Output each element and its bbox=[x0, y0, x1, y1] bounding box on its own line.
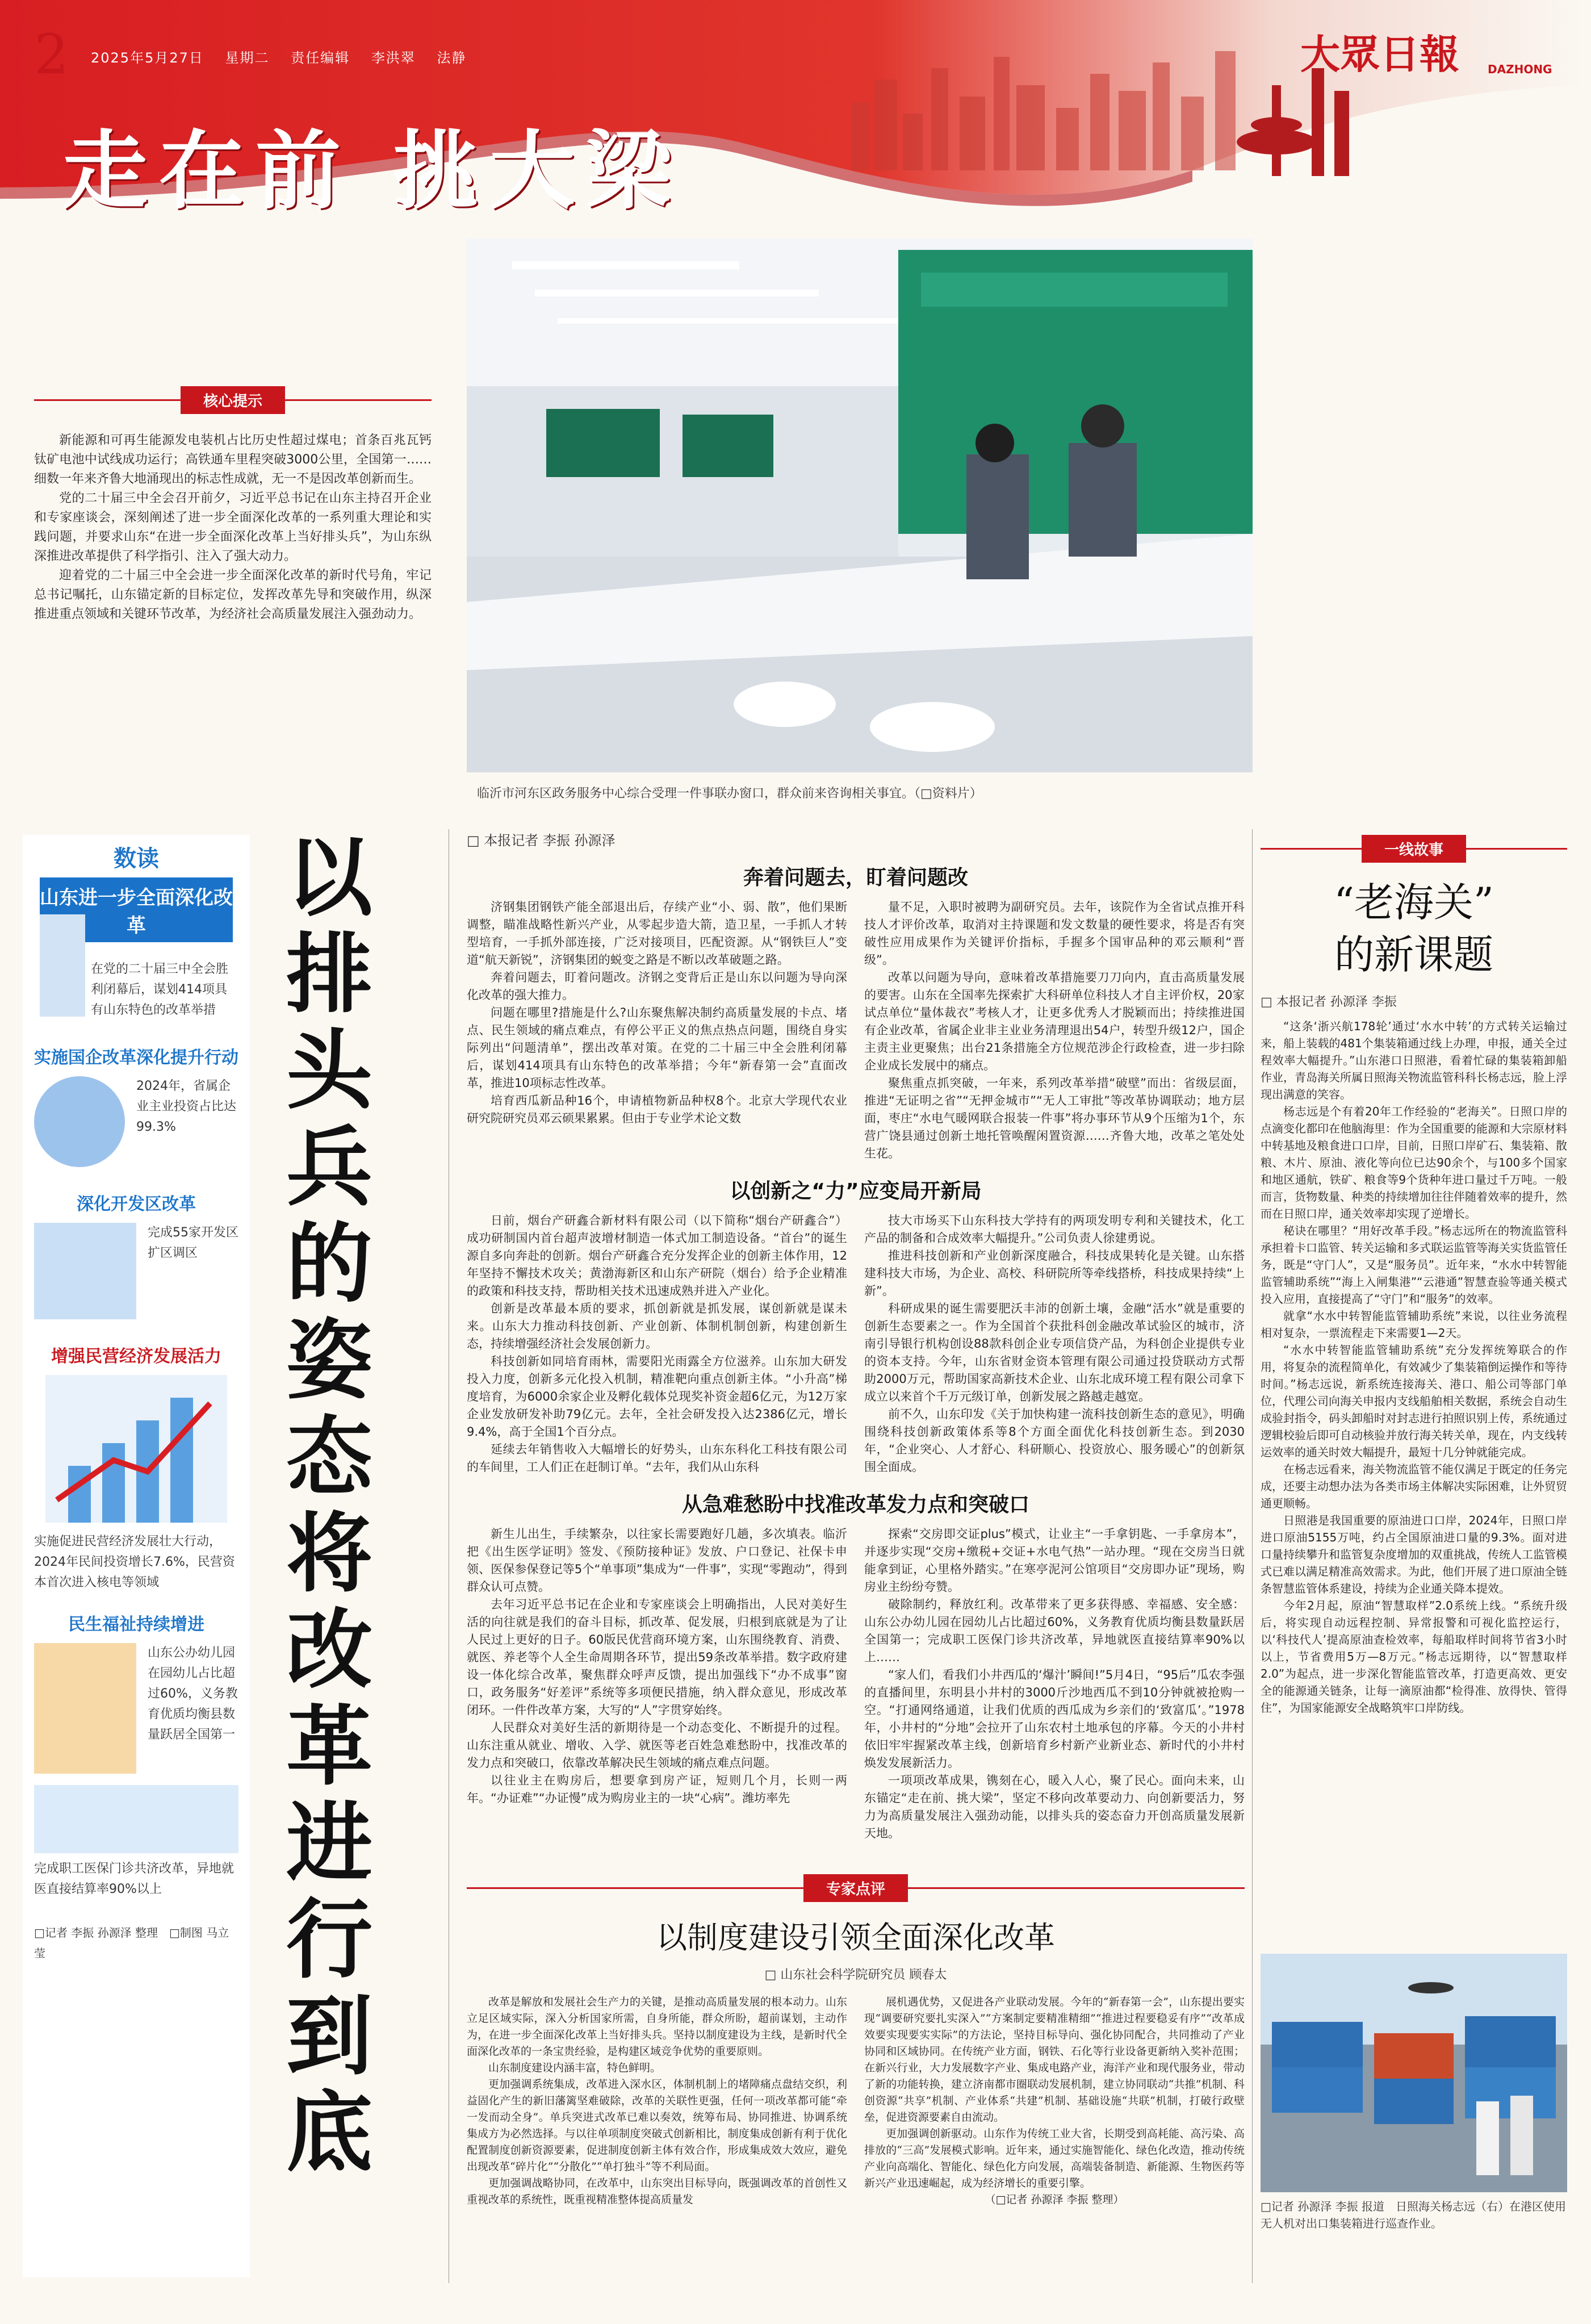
expert-paragraph: 展机遇优势，又促进各产业联动发展。今年的“新春第一会”，山东提出要实现“调要研究要扎实深入”“方案制定要精准精细”“推进过程要稳妥有序”“改革成效要实现要实实际”的方法论，坚持目标导向、强化协同配合，共同推动了产业协同和区域协同。在传统产业方面，钢铁、石化等行业设备更新纳入奖补范围；在新兴行业，大力发展数字产业、集成电路产业，海洋产业和现代服务业，带动了新的功能转换，建立济南都市圈联动发展机制，建立协同联动“共推”机制、科创资源“共享”机制、产业体系“共建”机制、基础设施“共联”机制，打破行政壁垒，促进资源要素自由流动。 bbox=[864, 1996, 1245, 2124]
expert-paragraph: 更加强调战略协同，在改革中，山东突出目标导向，既强调改革的首创性又重视改革的系统性，既重视精准整体提高质量发 bbox=[467, 2177, 847, 2206]
newspaper-logo: 大眾日報 bbox=[1300, 31, 1459, 78]
divider bbox=[908, 1887, 1245, 1889]
divider bbox=[1261, 848, 1362, 850]
article-paragraph: 奔着问题去，盯着问题改。济钢之变背后正是山东以问题为导向深化改革的强大推力。 bbox=[467, 971, 847, 1002]
section-column bbox=[864, 1525, 1245, 1842]
dev-zone-icon bbox=[34, 1223, 136, 1319]
section-column bbox=[864, 898, 1245, 1163]
sidebar-item-title: 民生福祉持续增进 bbox=[68, 1615, 204, 1635]
expert-paragraph: （□记者 孙源泽 李振 整理） bbox=[985, 2193, 1124, 2206]
document-icon bbox=[40, 914, 85, 1017]
main-photo bbox=[467, 239, 1253, 772]
expert-column bbox=[864, 1994, 1245, 2208]
section-title: 奔着问题去，盯着问题改 bbox=[743, 866, 968, 889]
expert-column bbox=[467, 1994, 847, 2208]
medical-icon bbox=[34, 1785, 238, 1853]
article-paragraph: 技大市场买下山东科技大学持有的两项发明专利和关键技术，化工产品的制备和合成效率大幅提升。”公司负责人徐建勇说。 bbox=[864, 1214, 1245, 1245]
article-paragraph: 去年习近平总书记在企业和专家座谈会上明确指出，人民对美好生活的向往就是我们的奋斗目标，抓改革、促发展，归根到底就是为了让人民过上更好的日子。60版民优营商环境方案，山东围绕教育、消费、就医、养老等个人全生命周期各环节，提出59条改革举措。数字政府建设一体化综合改革，聚焦群众呼声反馈，提出加强线下“办不成事”窗口，政务服务“好差评”系统等多项便民措施，纳入群众意见，形成改革闭环。一件件改革方案，大写的“人”字贯穿始终。 bbox=[467, 1598, 847, 1717]
article-paragraph: “家人们，看我们小井西瓜的‘爆汁’瞬间!”5月4日，“95后”瓜农李强的直播间里，东明县小井村的3000斤沙地西瓜不到10分钟就被抢购一空。“打通网络通道，让我们优质的西瓜成为乡亲们的‘致富瓜’。”1978年，小井村的“分地”会拉开了山东农村土地承包的序幕。今天的小井村依旧牢牢握紧改革主线，创新培育乡村新产业新业态、新时代的小井村焕发发展新活力。 bbox=[864, 1668, 1245, 1770]
article-paragraph: 人民群众对美好生活的新期待是一个动态变化、不断提升的过程。山东注重从就业、增收、入学、就医等老百姓急难愁盼中，找准改革的发力点和突破口，依靠改革解决民生领域的痛点难点问题。 bbox=[467, 1721, 847, 1770]
core-tip-paragraph: 党的二十届三中全会召开前夕，习近平总书记在山东主持召开企业和专家座谈会，深刻阐述了进一步全面深化改革的一系列重大理论和实践问题，并要求山东“在进一步全面深化改革上当好排头兵”，为山东纵深推进改革提供了科学指引、注入了强大动力。 bbox=[34, 491, 432, 563]
article-paragraph: 济钢集团钢铁产能全部退出后，存续产业“小、弱、散”，他们果断调整，瞄准战略性新兴产业，从零起步造大箭，造卫星，一手抓人才转型培育，一手抓外部连接，广泛对接项目，匹配资源。从“钢铁巨人”变道“航天新锐”，济钢集团的蜕变之路是不断以改革破题之路。 bbox=[467, 900, 847, 967]
sidebar-item-title: 深化开发区改革 bbox=[77, 1194, 196, 1214]
story-paragraph: “这条‘浙兴航178轮’通过‘水水中转’的方式转关运输过来，船上装载的481个集装箱通过线上办理，申报，通关全过程效率大幅提升。”山东港口日照港，看着忙碌的集装箱卸船作业，青岛海关所属日照海关物流监管科科长杨志远，脸上浮现出满意的笑容。 bbox=[1261, 1019, 1567, 1101]
article-paragraph: 破除制约，释放红利。改革带来了更多获得感、幸福感、安全感：山东公办幼儿园在园幼儿占比超过60%，义务教育优质均衡县数量跃居全国第一；完成职工医保门诊共济改革，异地就医直接结算率90%以上…… bbox=[864, 1598, 1245, 1664]
sidebar-item-title: 实施国企改革深化提升行动 bbox=[34, 1048, 238, 1068]
header-meta bbox=[91, 47, 482, 66]
story-paragraph: 在杨志远看来，海关物流监管不能仅满足于既定的任务完成，还要主动想办法为各类市场主体解决实际困难，让外贸贸通更顺畅。 bbox=[1261, 1462, 1567, 1510]
core-tip-paragraph: 迎着党的二十届三中全会进一步全面深化改革的新时代号角，牢记总书记嘱托，山东锚定新的目标定位，发挥改革先导和突破作用，纵深推进重点领域和关键环节改革，为经济社会高质量发展注入强劲动力。 bbox=[34, 569, 432, 621]
article-byline: □ 本报记者 李振 孙源泽 bbox=[467, 833, 616, 848]
section-title: 以创新之“力”应变局开新局 bbox=[730, 1180, 982, 1203]
sidebar-kicker: 数读 bbox=[114, 845, 159, 872]
expert-paragraph: 更加强调系统集成，改革进入深水区，体制机制上的堵障痛点盘结交织，利益固化产生的新旧藩篱坚难破除，改革的关联性更强，任何一项改革都可能“牵一发而动全身”。单兵突进式改革已难以奏效，统筹布局、协同推进、协调系统集成方为必然选择。与以往单项制度突破式创新相比，制度集成创新有利于优化配置制度创新资源要素，促进制度创新主体有效合作，形成集成效大效应，避免出现改革“碎片化”“分散化”“单打独斗”等不利局面。 bbox=[467, 2078, 847, 2173]
story-paragraph: 今年2月起，原油“智慧取样”2.0系统上线。“系统升级后，将实现自动远程控制、异常报警和可视化监控运行，以‘科技代人’提高原油查检效率，每船取样时间将节省3小时以上，节省费用5万—8万元。”杨志远期待，以“智慧取样2.0”为起点，进一步深化智能监管改革，打造更高效、更安全的能源通关链条，让每一滴原油都“检得准、放得快、管得住”，为国家能源安全战略筑牢口岸防线。 bbox=[1261, 1599, 1567, 1715]
story-paragraph: 杨志远是个有着20年工作经验的“老海关”。日照口岸的点滴变化都印在他脑海里：作为全国重要的能源和大宗原材料中转基地及粮食进口口岸，目前，日照口岸矿石、集装箱、散粮、木片、原油、液化等向位已达90余个，与100多个国家和地区通航，铁矿、粮食等9个货种年进口量过千万吨。一般而言，货物数量、种类的持续增加往往伴随着效率的提升，然而在日照口岸，通关效率却实现了逆增长。 bbox=[1261, 1105, 1567, 1220]
right-story bbox=[1261, 835, 1567, 1716]
core-tip-body bbox=[34, 431, 432, 624]
article-paragraph: 科研成果的诞生需要肥沃丰沛的创新土壤，金融“活水”就是重要的创新生态要素之一。作为全国首个获批科创金融改革试验区的城市，济南引导银行机构创设88款科创企业专项信贷产品，为科创企业提供专业的资本支持。今年，山东省财金资本管理有限公司通过投贷联动方式帮助2000万元，帮助国家高新技术企业、山东北成环境工程有限公司拿下成立以来首个千万元级订单，创新发展之路越走越宽。 bbox=[864, 1302, 1245, 1403]
article-paragraph: 一项项改革成果，镌刻在心，暖入人心，聚了民心。面向未来，山东锚定“走在前、挑大梁”，坚定不移向改革要动力、向创新要活力，努力为高质量发展注入强劲动能，以排头兵的姿态奋力开创高质量发展新天地。 bbox=[864, 1774, 1245, 1840]
article-paragraph: 新生儿出生，手续繁杂，以往家长需要跑好几趟，多次填表。临沂把《出生医学证明》签发、《预防接种证》发放、户口登记、社保卡申领、医保参保登记等5个“单事项”集成为“一件事”，实现“零跑动”，得到群众认可点赞。 bbox=[467, 1527, 847, 1594]
article-paragraph: 推进科技创新和产业创新深度融合，科技成果转化是关键。山东搭建科技大市场，为企业、高校、科研院所等牵线搭桥，科技成果持续“上新”。 bbox=[864, 1249, 1245, 1298]
growth-chart-icon bbox=[45, 1375, 227, 1523]
article-paragraph: 量不足，入职时被聘为副研究员。去年，该院作为全省试点推开科技人才评价改革，取消对主持课题和发文数量的硬性要求，将是否有突破性应用成果作为关键评价指标，手握多个国审品种的邓云顺利“晋级”。 bbox=[864, 900, 1245, 967]
core-tip-tag: 核心提示 bbox=[181, 386, 285, 414]
sidebar-item-text: 山东公办幼儿园在园幼儿占比超过60%，义务教育优质均衡县数量跃居全国第一 bbox=[148, 1646, 238, 1742]
designer-name: 法静 bbox=[437, 50, 467, 66]
divider bbox=[1466, 848, 1567, 850]
expert-byline: □ 山东社会科学院研究员 顾春太 bbox=[764, 1968, 947, 1982]
section-column bbox=[467, 1525, 847, 1842]
article-paragraph: 创新是改革最本质的要求，抓创新就是抓发展，谋创新就是谋未来。山东大力推动科技创新、产业创新、体制机制创新，构建创新生态，持续增强经济社会发展创新力。 bbox=[467, 1302, 847, 1351]
growth-arrow-icon bbox=[45, 1375, 227, 1523]
expert-tag: 专家点评 bbox=[803, 1874, 908, 1902]
article-paragraph: 聚焦重点抓突破，一年来，系列改革举措“破壁”而出：省级层面，推进“无证明之省”“无押金城市”“无人工审批”等改革协调联动；地方层面，枣庄“水电气暖网联合报装一件事”将办事环节从9个压缩为1个，东营广饶县通过创新土地托管唤醒闲置资源……齐鲁大地，改革之笔处处生花。 bbox=[864, 1076, 1245, 1160]
core-tip bbox=[34, 386, 432, 624]
sidebar-item-text: 完成职工医保门诊共济改革，异地就医直接结算率90%以上 bbox=[34, 1862, 235, 1896]
expert-commentary bbox=[467, 1874, 1245, 2208]
article-paragraph: 以往业主在购房后，想要拿到房产证，短则几个月，长则一两年。“办证难”“办证慢”成为购房业主的一块“心病”。潍坊率先 bbox=[467, 1774, 847, 1805]
issue-date: 2025年5月27日 bbox=[91, 50, 204, 66]
sidebar-item-text: 2024年，省属企业主业投资占比达99.3% bbox=[136, 1079, 237, 1134]
core-tip-paragraph: 新能源和可再生能源发电装机占比历史性超过煤电；首条百兆瓦钙钛矿电池中试线成功运行；高铁通车里程突破3000公里，全国第一……细数一年来齐鲁大地涌现出的标志性成就，无一不是因改革创新而生。 bbox=[34, 433, 432, 486]
editor-label: 责任编辑 bbox=[291, 50, 350, 66]
sidebar-credit: □记者 李振 孙源泽 整理 □制图 马立莹 bbox=[34, 1926, 229, 1960]
divider bbox=[34, 399, 181, 401]
article-paragraph: 培育西瓜新品种16个，申请植物新品种权8个。北京大学现代农业研究院研究员邓云硕果累累。但由于专业学术论文数 bbox=[467, 1094, 847, 1125]
expert-paragraph: 山东制度建设内涵丰富，特色鲜明。 bbox=[488, 2062, 661, 2074]
column-divider bbox=[1252, 829, 1253, 2283]
port-photo bbox=[1261, 1954, 1567, 2192]
sidebar-item-text: 完成55家开发区扩区调区 bbox=[148, 1226, 238, 1260]
story-paragraph: 秘诀在哪里？“用好改革手段。”杨志远所在的物流监管科承担着卡口监管、转关运输和多式联运监管等海关实货监管任务，既是“守门人”，又是“服务员”。近年来，“水水中转智能监管辅助系统”“海上入闸集港”“云港通”智慧查验等通关模式投入应用，直接提高了“守门”和“服务”的效率。 bbox=[1261, 1224, 1567, 1306]
data-sidebar bbox=[23, 835, 250, 2277]
article-paragraph: 日前，烟台产研鑫合新材料有限公司（以下简称“烟台产研鑫合”）成功研制国内首台超声波增材制造一体式加工制造设备。“首台”的诞生源自多向奔赴的创新。烟台产研鑫合充分发挥企业的创新主体作用，12年坚持不懈技术攻关；黄渤海新区和山东产研院（烟台）给予企业精准的政策和科技支持，帮助相关技术迅速成熟并进入产业化。 bbox=[467, 1214, 847, 1298]
coin-icon bbox=[34, 1076, 125, 1167]
page-number: 2 bbox=[34, 23, 69, 86]
story-byline: □ 本报记者 孙源泽 李振 bbox=[1261, 995, 1397, 1009]
article-paragraph: 前不久，山东印发《关于加快构建一流科技创新生态的意见》，明确围绕科技创新政策体系等8个方面全面优化科技创新生态。到2030年，“企业突心、人才舒心、科研顺心、投资放心、服务暖心”的创新氛围全面成。 bbox=[864, 1407, 1245, 1474]
story-title bbox=[1261, 876, 1567, 981]
story-title-line: “老海关” bbox=[1334, 879, 1494, 926]
article-paragraph: 改革以问题为导向，意味着改革措施要刀刀向内，直击高质量发展的要害。山东在全国率先探索扩大科研单位科技人才自主评价权，20家试点单位“量体裁衣”考核人才，让更多优秀人才脱颖而出；持续推进国有企业改革，省属企业非主业业务清理退出54户，转型升级12户，国企主责主业更聚焦；出台21条措施全方位规范涉企行政检查，进一步扫除企业成长发展中的痛点。 bbox=[864, 971, 1245, 1072]
divider bbox=[285, 399, 432, 401]
service-hall-image bbox=[467, 239, 1253, 772]
story-tag: 一线故事 bbox=[1362, 835, 1466, 863]
expert-paragraph: 更加强调创新驱动。山东作为传统工业大省，长期受到高耗能、高污染、高排放的“三高”发展模式影响。近年来，通过实施智能化、绿色化改造，推动传统产业向高端化、智能化、绿色化方向发展，高端装备制造、新能源、生物医药等新兴产业迅速崛起，成为经济增长的重要引擎。 bbox=[864, 2127, 1245, 2189]
article-paragraph: 探索“交房即交证plus”模式，让业主“一手拿钥匙、一手拿房本”，并逐步实现“交房+缴税+交证+水电气热”一站办理。“现在交房当日就能拿到证，心里格外踏实。”在寒亭泥河公馆项目“交房即办证”现场，购房业主纷纷夸赞。 bbox=[864, 1527, 1245, 1594]
column-title: 走在前 挑大梁 bbox=[62, 121, 683, 221]
main-headline: 以排头兵的姿态将改革进行到底 bbox=[286, 826, 372, 2183]
section-column bbox=[467, 1212, 847, 1476]
story-paragraph: 就拿“水水中转智能监管辅助系统”来说，以往业务流程相对复杂，一票流程走下来需要1—2天。 bbox=[1261, 1309, 1567, 1340]
newspaper-logo-sub: DAZHONG bbox=[1488, 62, 1552, 76]
section-column bbox=[864, 1212, 1245, 1476]
sidebar-intro: 在党的二十届三中全会胜利闭幕后，谋划414项具有山东特色的改革举措 bbox=[91, 962, 229, 1017]
main-photo-caption: 临沂市河东区政务服务中心综合受理一件事联办窗口，群众前来咨询相关事宜。（□资料片） bbox=[477, 787, 982, 801]
story-paragraph: 日照港是我国重要的原油进口口岸，2024年，日照口岸进口原油5155万吨，约占全国原油进口量的9.3%。面对进口量持续攀升和监管复杂度增加的双重挑战，传统人工监管模式已难以满足精准高效需求。为此，他们开展了进口原油全链条智慧监管体系建设，持续为企业通关降本提效。 bbox=[1261, 1514, 1567, 1595]
weekday: 星期二 bbox=[225, 50, 270, 66]
section-column bbox=[467, 898, 847, 1163]
expert-title: 以制度建设引领全面深化改革 bbox=[656, 1920, 1055, 1955]
story-title-line: 的新课题 bbox=[1334, 931, 1493, 978]
article-paragraph: 问题在哪里?措施是什么?山东聚焦解决制约高质量发展的卡点、堵点、民生领域的痛点难点，有停公平正义的焦点热点问题，围绕自身实际列出“问题清单”，摆出改革对策。在党的二十届三中全会胜利闭幕后，谋划414项具有山东特色的改革举措；今年“新春第一会”直面改革，推进10项标志性改革。 bbox=[467, 1006, 847, 1090]
main-article bbox=[467, 829, 1245, 1842]
article-paragraph: 科技创新如同培育雨林，需要阳光雨露全方位滋养。山东加大研发投入力度，创新多元化投入机制，精准靶向重点创新主体。“小升高”梯度培育，为6000余家企业及孵化载体兑现奖补资金超6亿元，为12万家企业发放研发补助79亿元。去年，全社会研发投入达2386亿元，增长9.4%，高于全国1个百分点。 bbox=[467, 1355, 847, 1439]
section-title: 从急难愁盼中找准改革发力点和突破口 bbox=[681, 1493, 1029, 1516]
kindergarten-icon bbox=[34, 1643, 136, 1774]
port-photo-caption: □记者 孙源泽 李振 报道 日照海关杨志远（右）在港区使用无人机对出口集装箱进行巡查作业。 bbox=[1261, 2200, 1566, 2230]
sidebar-item-title: 增强民营经济发展活力 bbox=[51, 1347, 221, 1366]
divider bbox=[467, 1887, 803, 1889]
sidebar-title: 山东进一步全面深化改革 bbox=[40, 877, 233, 942]
article-paragraph: 延续去年销售收入大幅增长的好势头，山东东科化工科技有限公司的车间里，工人们正在赶制订单。“去年，我们从山东科 bbox=[467, 1443, 847, 1474]
editor-name: 李洪翠 bbox=[371, 50, 416, 66]
story-body bbox=[1261, 1018, 1567, 1716]
sidebar-item-text: 实施促进民营经济发展壮大行动，2024年民间投资增长7.6%，民营资本首次进入核电等领域 bbox=[34, 1535, 235, 1590]
expert-paragraph: 改革是解放和发展社会生产力的关键，是推动高质量发展的根本动力。山东立足区域实际，深入分析国家所需，自身所能，群众所盼，超前谋划，主动作为，在进一步全面深化改革上当好排头兵。坚持以制度建设为主线，是新时代全面深化改革的一条宝贵经验，是构建区域竞争优势的重要原则。 bbox=[467, 1996, 847, 2058]
story-paragraph: “水水中转智能监管辅助系统”充分发挥统筹联合的作用，将复杂的流程简单化，有效减少了集装箱倒运操作和等待时间。”杨志远说，新系统连接海关、港口、船公司等部门单位，代理公司向海关申报内支线船舶相关数据，系统会自动生成验封指令，码头卸船时对封志进行拍照识别上传，系统通过逻辑校验后即可自动核验并放行海关转关单，现在，内支线转运效率的通关时效大幅提升，最短十几分钟就能完成。 bbox=[1261, 1343, 1567, 1459]
port-image bbox=[1261, 1954, 1567, 2192]
